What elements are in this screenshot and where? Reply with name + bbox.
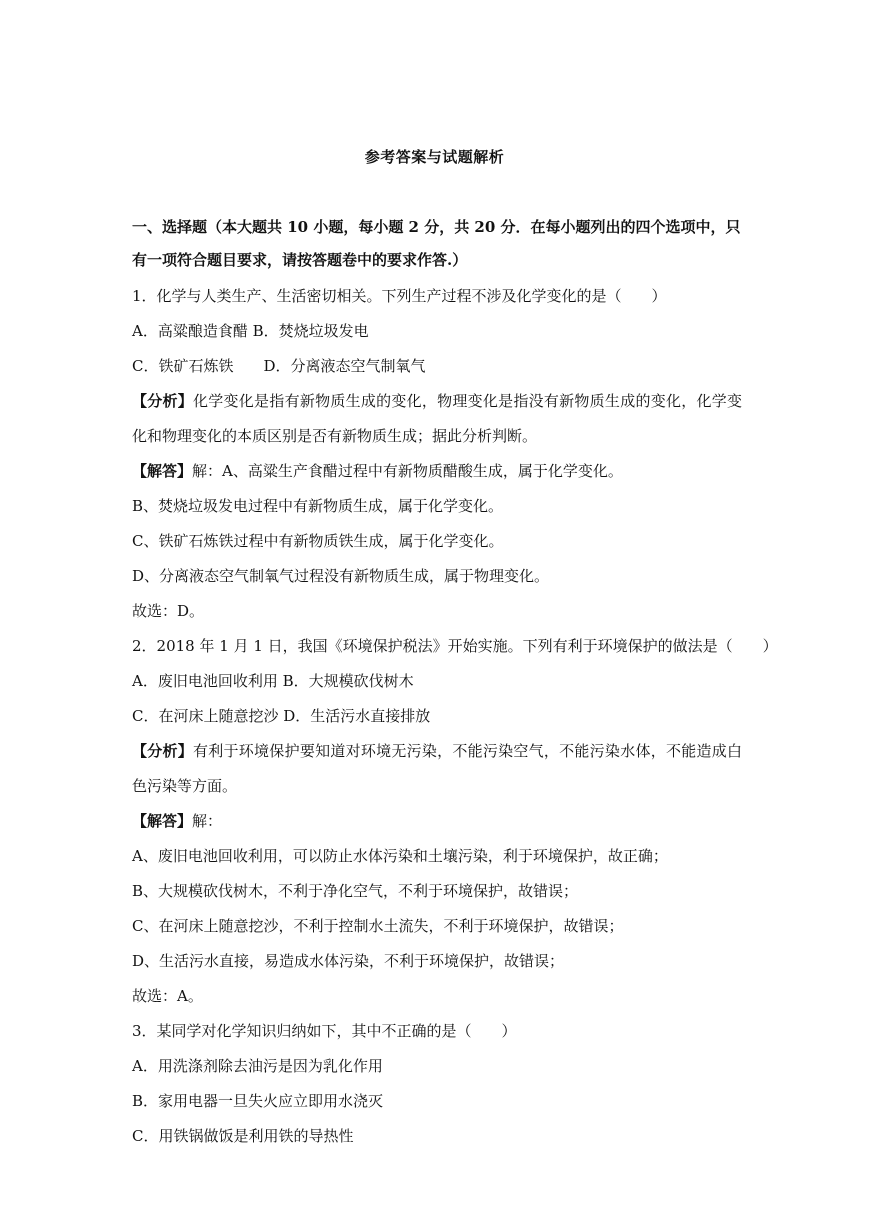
q2-answer-line: C、在河床上随意挖沙，不利于控制水土流失，不利于环境保护，故错误； (132, 917, 624, 935)
q2-choice: 故选：A。 (132, 987, 203, 1005)
q2-stem: 2．2018 年 1 月 1 日，我国《环境保护税法》开始实施。下列有利于环境保护的做法是（ ） (132, 637, 778, 655)
q2-answer-line: A、废旧电池回收利用，可以防止水体污染和土壤污染，利于环境保护，故正确； (132, 847, 668, 865)
q2-answer-line: B、大规模砍伐树木，不利于净化空气，不利于环境保护，故错误； (132, 882, 579, 900)
q2-answer-tag: 【解答】 (132, 812, 193, 830)
document-body (132, 211, 778, 1154)
q1-answer-line: D、分离液态空气制氧气过程没有新物质生成，属于物理变化。 (132, 567, 550, 585)
q1-answer-line: C、铁矿石炼铁过程中有新物质铁生成，属于化学变化。 (132, 532, 504, 550)
q1-answer-line: B、焚烧垃圾发电过程中有新物质生成，属于化学变化。 (132, 497, 504, 515)
q2-options-ab: A．废旧电池回收利用 B．大规模砍伐树木 (132, 672, 414, 690)
q3-option-a: A．用洗涤剂除去油污是因为乳化作用 (132, 1057, 383, 1075)
q1-answer (132, 454, 742, 489)
q1-answer-tag: 【解答】 (132, 462, 193, 480)
q1-analysis-text: 化学变化是指有新物质生成的变化，物理变化是指没有新物质生成的变化，化学变化和物理变化的本质区别是否有新物质生成；据此分析判断。 (132, 392, 742, 445)
q1-answer-text: 解：A、高粱生产食醋过程中有新物质醋酸生成，属于化学变化。 (192, 462, 623, 480)
q2-answer (132, 804, 742, 839)
q2-analysis-text: 有利于环境保护要知道对环境无污染，不能污染空气，不能污染水体，不能造成白色污染等方面。 (132, 742, 742, 795)
q1-options-cd: C．铁矿石炼铁 D．分离液态空气制氧气 (132, 357, 426, 375)
q3-option-b: B．家用电器一旦失火应立即用水浇灭 (132, 1092, 384, 1110)
q1-analysis (132, 384, 742, 454)
q2-options-cd: C．在河床上随意挖沙 D．生活污水直接排放 (132, 707, 431, 725)
q2-answer-text: 解： (192, 812, 223, 830)
section-heading: 一、选择题（本大题共 10 小题，每小题 2 分，共 20 分．在每小题列出的四个选项中，只有一项符合题目要求，请按答题卷中的要求作答.） (132, 218, 741, 269)
q2-analysis-tag: 【分析】 (132, 742, 194, 760)
page-title: 参考答案与试题解析 (364, 148, 505, 166)
q1-options-ab: A．高粱酿造食醋 B．焚烧垃圾发电 (132, 322, 369, 340)
q3-stem: 3．某同学对化学知识归纳如下，其中不正确的是（ ） (132, 1022, 517, 1040)
q1-choice: 故选：D。 (132, 602, 205, 620)
q2-answer-line: D、生活污水直接，易造成水体污染，不利于环境保护，故错误； (132, 952, 565, 970)
q2-analysis (132, 734, 742, 804)
q3-option-c: C．用铁锅做饭是利用铁的导热性 (132, 1127, 354, 1145)
q1-analysis-tag: 【分析】 (132, 392, 194, 410)
q1-stem: 1．化学与人类生产、生活密切相关。下列生产过程不涉及化学变化的是（ ） (132, 287, 667, 305)
